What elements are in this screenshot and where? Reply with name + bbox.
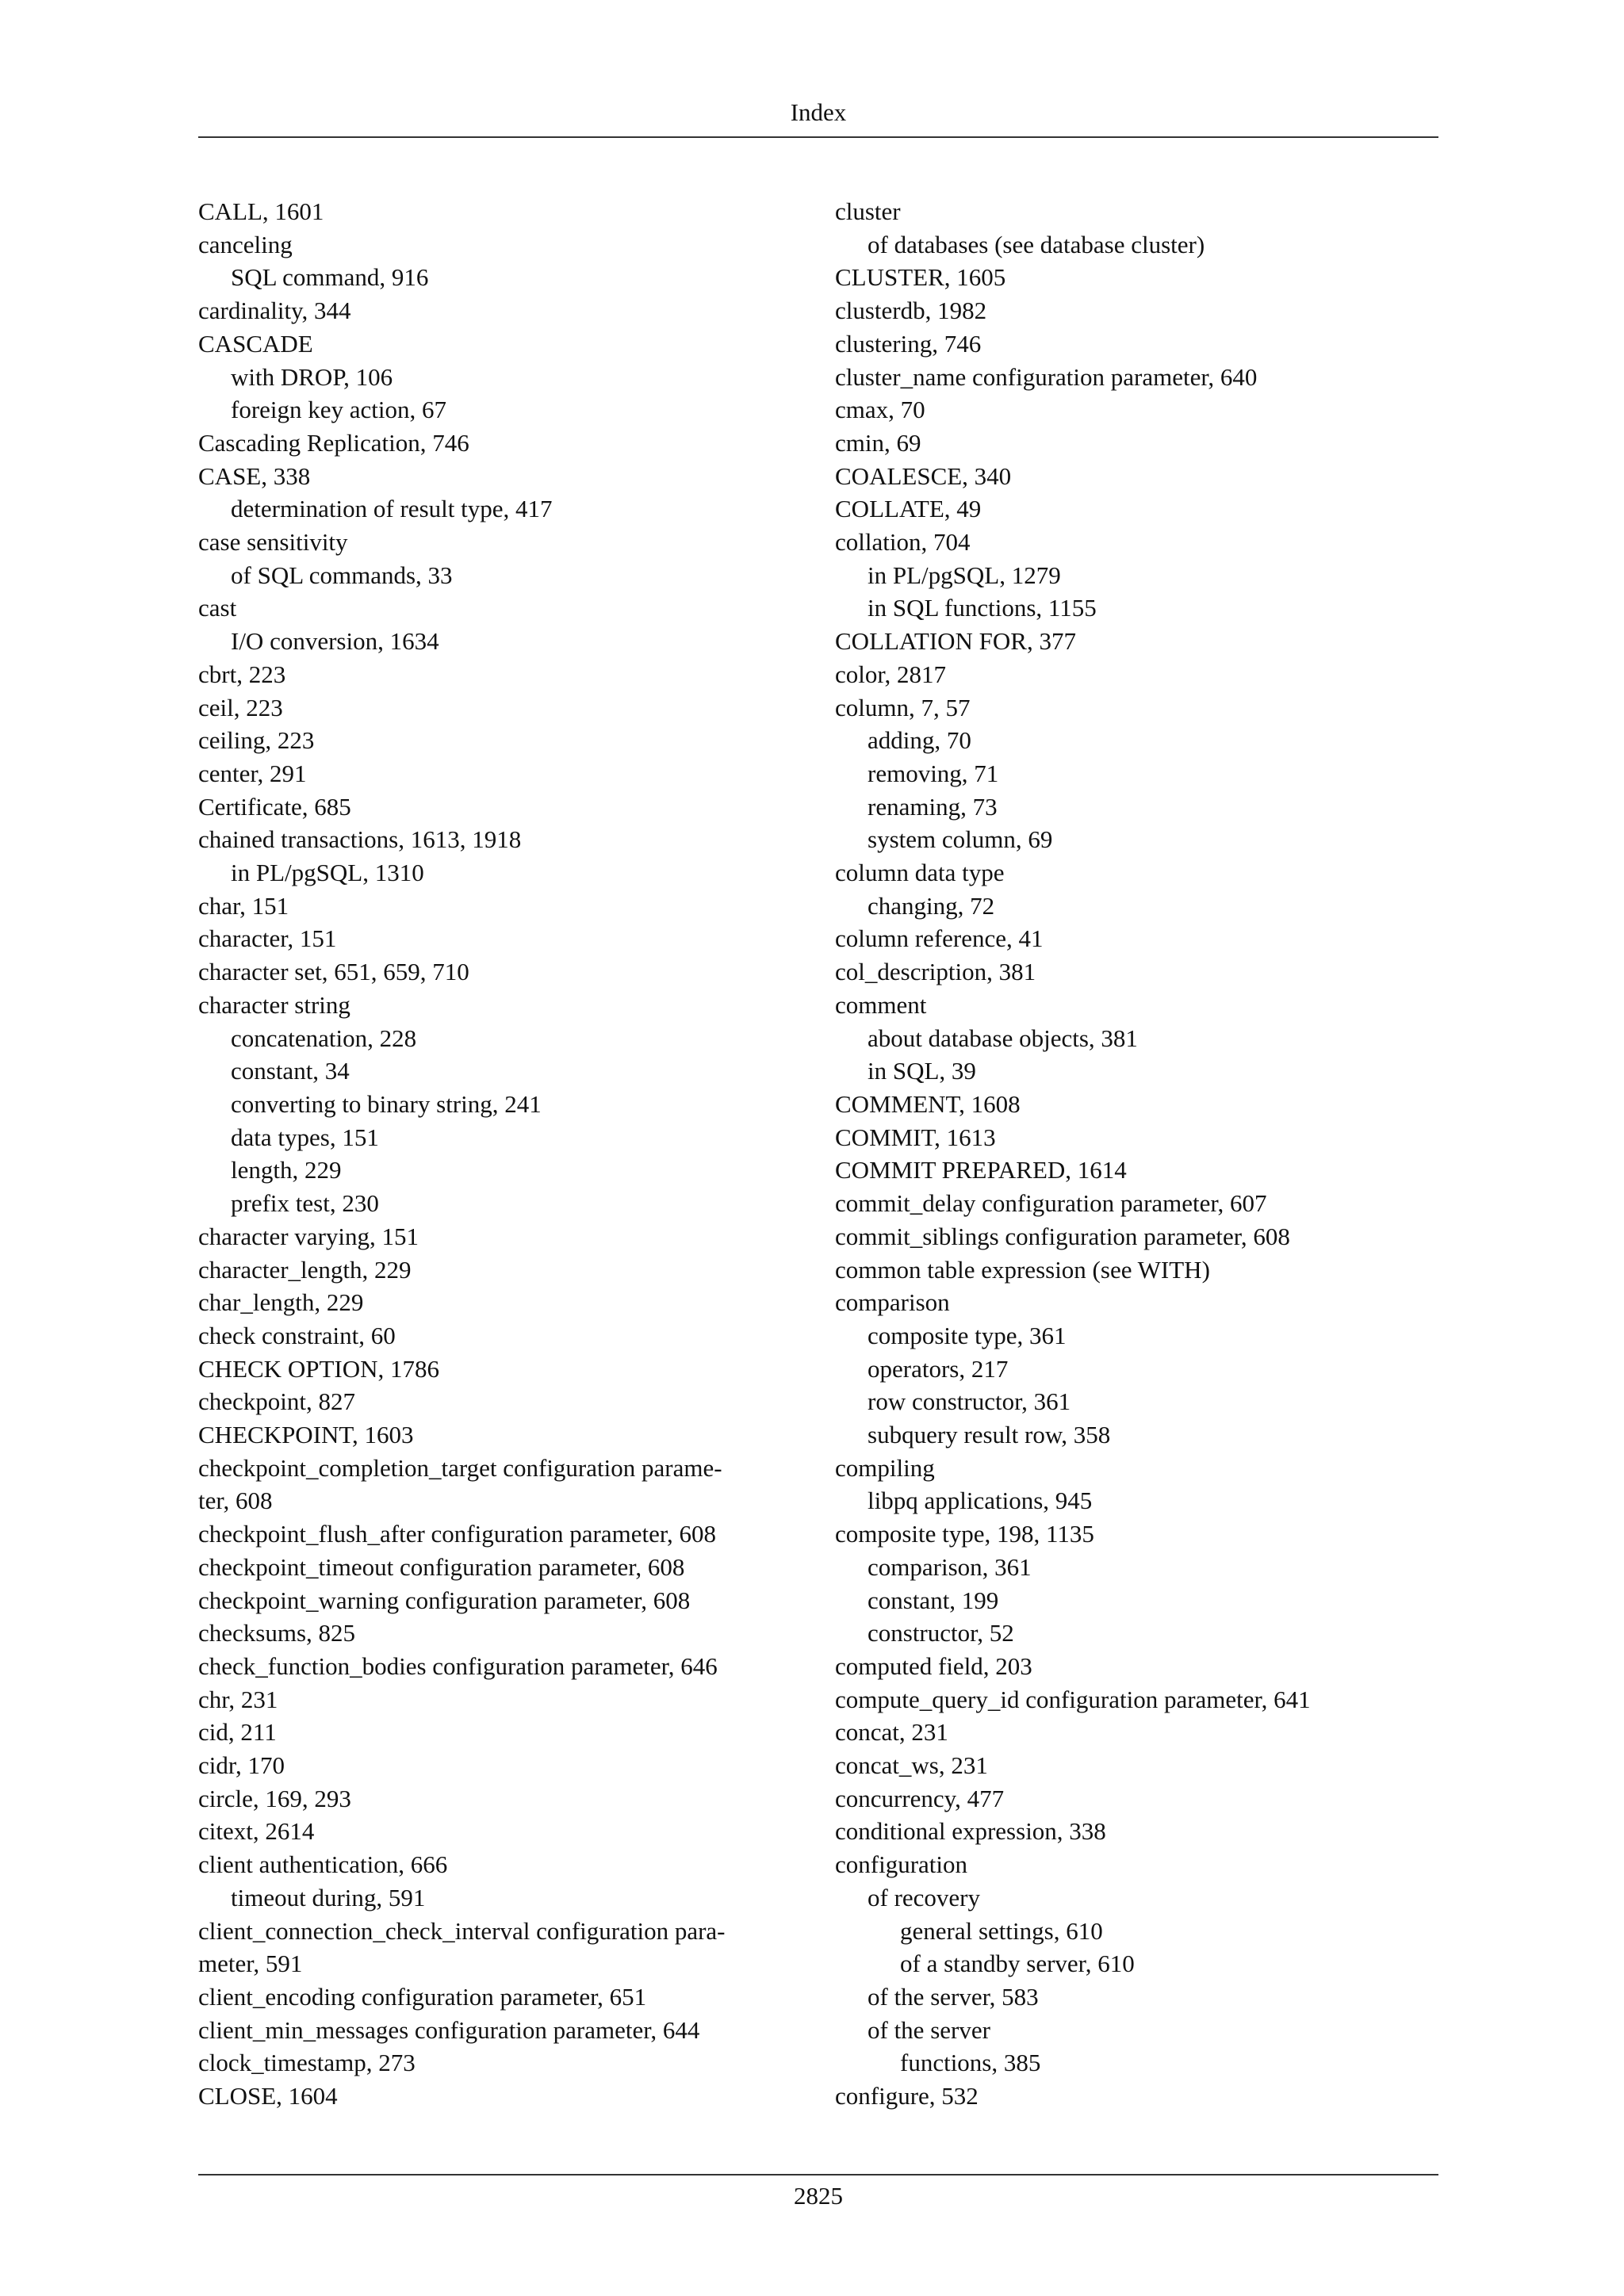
index-entry: commit_delay configuration parameter, 607 xyxy=(835,1189,1267,1218)
index-subentry: of databases (see database cluster) xyxy=(868,230,1205,258)
index-entry: COLLATE, 49 xyxy=(835,495,982,523)
index-entry: COLLATION FOR, 377 xyxy=(835,627,1076,656)
index-entry: ter, 608 xyxy=(198,1487,273,1515)
index-subentry: prefix test, 230 xyxy=(231,1189,379,1218)
index-entry: configure, 532 xyxy=(835,2082,979,2110)
index-entry: COMMIT, 1613 xyxy=(835,1123,996,1151)
index-entry: compute_query_id configuration parameter, 641 xyxy=(835,1685,1311,1713)
index-entry: ceil, 223 xyxy=(198,693,283,721)
index-entry: CALL, 1601 xyxy=(198,197,324,225)
index-subentry: SQL command, 916 xyxy=(231,263,429,292)
index-entry: CLUSTER, 1605 xyxy=(835,263,1006,292)
index-entry: concat_ws, 231 xyxy=(835,1751,988,1780)
index-subentry: concatenation, 228 xyxy=(231,1024,417,1052)
index-column-right xyxy=(835,195,1438,2113)
index-entry: cardinality, 344 xyxy=(198,297,351,325)
index-entry: checkpoint_warning configuration parameter, 608 xyxy=(198,1586,691,1614)
index-entry: Certificate, 685 xyxy=(198,792,351,821)
index-entry: cid, 211 xyxy=(198,1718,277,1747)
index-subentry: system column, 69 xyxy=(868,825,1053,854)
index-entry: clustering, 746 xyxy=(835,329,982,358)
index-subentry: libpq applications, 945 xyxy=(868,1487,1093,1515)
index-subentry: operators, 217 xyxy=(868,1354,1009,1383)
index-subentry: of SQL commands, 33 xyxy=(231,561,453,589)
index-entry: cluster xyxy=(835,197,901,225)
index-entry: cmin, 69 xyxy=(835,428,921,457)
index-subentry: foreign key action, 67 xyxy=(231,396,447,424)
index-entry: CHECK OPTION, 1786 xyxy=(198,1354,439,1383)
index-entry: checkpoint, 827 xyxy=(198,1387,356,1416)
index-entry: column data type xyxy=(835,859,1005,887)
index-entry: CASE, 338 xyxy=(198,461,311,490)
index-column-left xyxy=(198,195,807,2113)
index-entry: checkpoint_flush_after configuration parameter, 608 xyxy=(198,1520,716,1548)
index-entry: comment xyxy=(835,990,927,1019)
index-entry: clock_timestamp, 273 xyxy=(198,2049,416,2077)
index-subentry: adding, 70 xyxy=(868,726,971,755)
index-entry: COMMIT PREPARED, 1614 xyxy=(835,1156,1127,1184)
index-entry: checkpoint_completion_target configuration parame- xyxy=(198,1453,722,1482)
index-entry: conditional expression, 338 xyxy=(835,1817,1106,1846)
page-number: 2825 xyxy=(794,2182,843,2210)
index-subentry: of the server, 583 xyxy=(868,1982,1039,2011)
index-subentry: constant, 34 xyxy=(231,1057,350,1085)
running-header: Index xyxy=(790,98,847,126)
index-subentry: I/O conversion, 1634 xyxy=(231,627,439,656)
index-subentry: about database objects, 381 xyxy=(868,1024,1138,1052)
index-entry: client authentication, 666 xyxy=(198,1850,448,1879)
index-subentry: data types, 151 xyxy=(231,1123,379,1151)
index-entry: chained transactions, 1613, 1918 xyxy=(198,825,522,854)
index-entry: circle, 169, 293 xyxy=(198,1784,351,1812)
index-entry: cluster_name configuration parameter, 640 xyxy=(835,362,1258,391)
index-entry: commit_siblings configuration parameter, 608 xyxy=(835,1222,1290,1250)
index-entry: concat, 231 xyxy=(835,1718,948,1747)
index-entry: character set, 651, 659, 710 xyxy=(198,958,469,986)
index-entry: col_description, 381 xyxy=(835,958,1036,986)
index-entry: character string xyxy=(198,990,350,1019)
index-subentry: of a standby server, 610 xyxy=(900,1950,1135,1978)
index-entry: concurrency, 477 xyxy=(835,1784,1005,1812)
index-subentry: converting to binary string, 241 xyxy=(231,1089,542,1118)
index-subentry: subquery result row, 358 xyxy=(868,1421,1111,1449)
index-subentry: in SQL functions, 1155 xyxy=(868,594,1097,622)
index-entry: CASCADE xyxy=(198,329,313,358)
index-entry: cast xyxy=(198,594,237,622)
index-subentry: length, 229 xyxy=(231,1156,342,1184)
index-subentry: in PL/pgSQL, 1310 xyxy=(231,859,424,887)
index-entry: meter, 591 xyxy=(198,1950,303,1978)
index-entry: char_length, 229 xyxy=(198,1288,364,1317)
index-entry: citext, 2614 xyxy=(198,1817,315,1846)
index-subentry: with DROP, 106 xyxy=(231,362,393,391)
index-entry: ceiling, 223 xyxy=(198,726,315,755)
index-entry: comparison xyxy=(835,1288,950,1317)
index-subentry: removing, 71 xyxy=(868,759,999,787)
index-subentry: in PL/pgSQL, 1279 xyxy=(868,561,1061,589)
index-subentry: constant, 199 xyxy=(868,1586,999,1614)
index-entry: composite type, 198, 1135 xyxy=(835,1520,1094,1548)
index-entry: client_connection_check_interval configuration para- xyxy=(198,1916,726,1945)
footer-rule xyxy=(198,2174,1438,2175)
index-entry: character, 151 xyxy=(198,924,337,953)
index-entry: checkpoint_timeout configuration parameter, 608 xyxy=(198,1552,685,1581)
index-subentry: determination of result type, 417 xyxy=(231,495,553,523)
index-entry: computed field, 203 xyxy=(835,1651,1032,1680)
index-entry: cbrt, 223 xyxy=(198,660,286,688)
index-entry: character_length, 229 xyxy=(198,1255,412,1284)
index-subentry: comparison, 361 xyxy=(868,1552,1032,1581)
index-entry: common table expression (see WITH) xyxy=(835,1255,1210,1284)
index-entry: CLOSE, 1604 xyxy=(198,2082,338,2110)
index-entry: cmax, 70 xyxy=(835,396,925,424)
index-entry: Cascading Replication, 746 xyxy=(198,428,469,457)
index-entry: canceling xyxy=(198,230,293,258)
index-entry: configuration xyxy=(835,1850,968,1879)
index-entry: client_min_messages configuration parameter, 644 xyxy=(198,2015,700,2044)
index-subentry: composite type, 361 xyxy=(868,1321,1067,1349)
index-entry: check constraint, 60 xyxy=(198,1321,396,1349)
index-entry: check_function_bodies configuration parameter, 646 xyxy=(198,1651,718,1680)
index-entry: case sensitivity xyxy=(198,528,348,557)
index-subentry: of the server xyxy=(868,2015,990,2044)
index-subentry: in SQL, 39 xyxy=(868,1057,976,1085)
index-subentry: row constructor, 361 xyxy=(868,1387,1071,1416)
index-subentry: general settings, 610 xyxy=(900,1916,1103,1945)
index-entry: COMMENT, 1608 xyxy=(835,1089,1021,1118)
index-entry: center, 291 xyxy=(198,759,307,787)
index-entry: collation, 704 xyxy=(835,528,971,557)
index-entry: CHECKPOINT, 1603 xyxy=(198,1421,414,1449)
index-subentry: functions, 385 xyxy=(900,2049,1041,2077)
index-entry: color, 2817 xyxy=(835,660,946,688)
index-entry: chr, 231 xyxy=(198,1685,278,1713)
index-subentry: renaming, 73 xyxy=(868,792,998,821)
index-entry: cidr, 170 xyxy=(198,1751,285,1780)
index-entry: column, 7, 57 xyxy=(835,693,971,721)
index-subentry: of recovery xyxy=(868,1883,980,1911)
header-rule xyxy=(198,136,1438,138)
index-entry: char, 151 xyxy=(198,891,289,920)
index-entry: column reference, 41 xyxy=(835,924,1044,953)
index-entry: COALESCE, 340 xyxy=(835,461,1012,490)
index-subentry: timeout during, 591 xyxy=(231,1883,426,1911)
index-entry: client_encoding configuration parameter, 651 xyxy=(198,1982,647,2011)
index-entry: checksums, 825 xyxy=(198,1619,356,1647)
index-entry: clusterdb, 1982 xyxy=(835,297,987,325)
index-entry: compiling xyxy=(835,1453,935,1482)
index-entry: character varying, 151 xyxy=(198,1222,419,1250)
index-subentry: changing, 72 xyxy=(868,891,995,920)
index-subentry: constructor, 52 xyxy=(868,1619,1014,1647)
